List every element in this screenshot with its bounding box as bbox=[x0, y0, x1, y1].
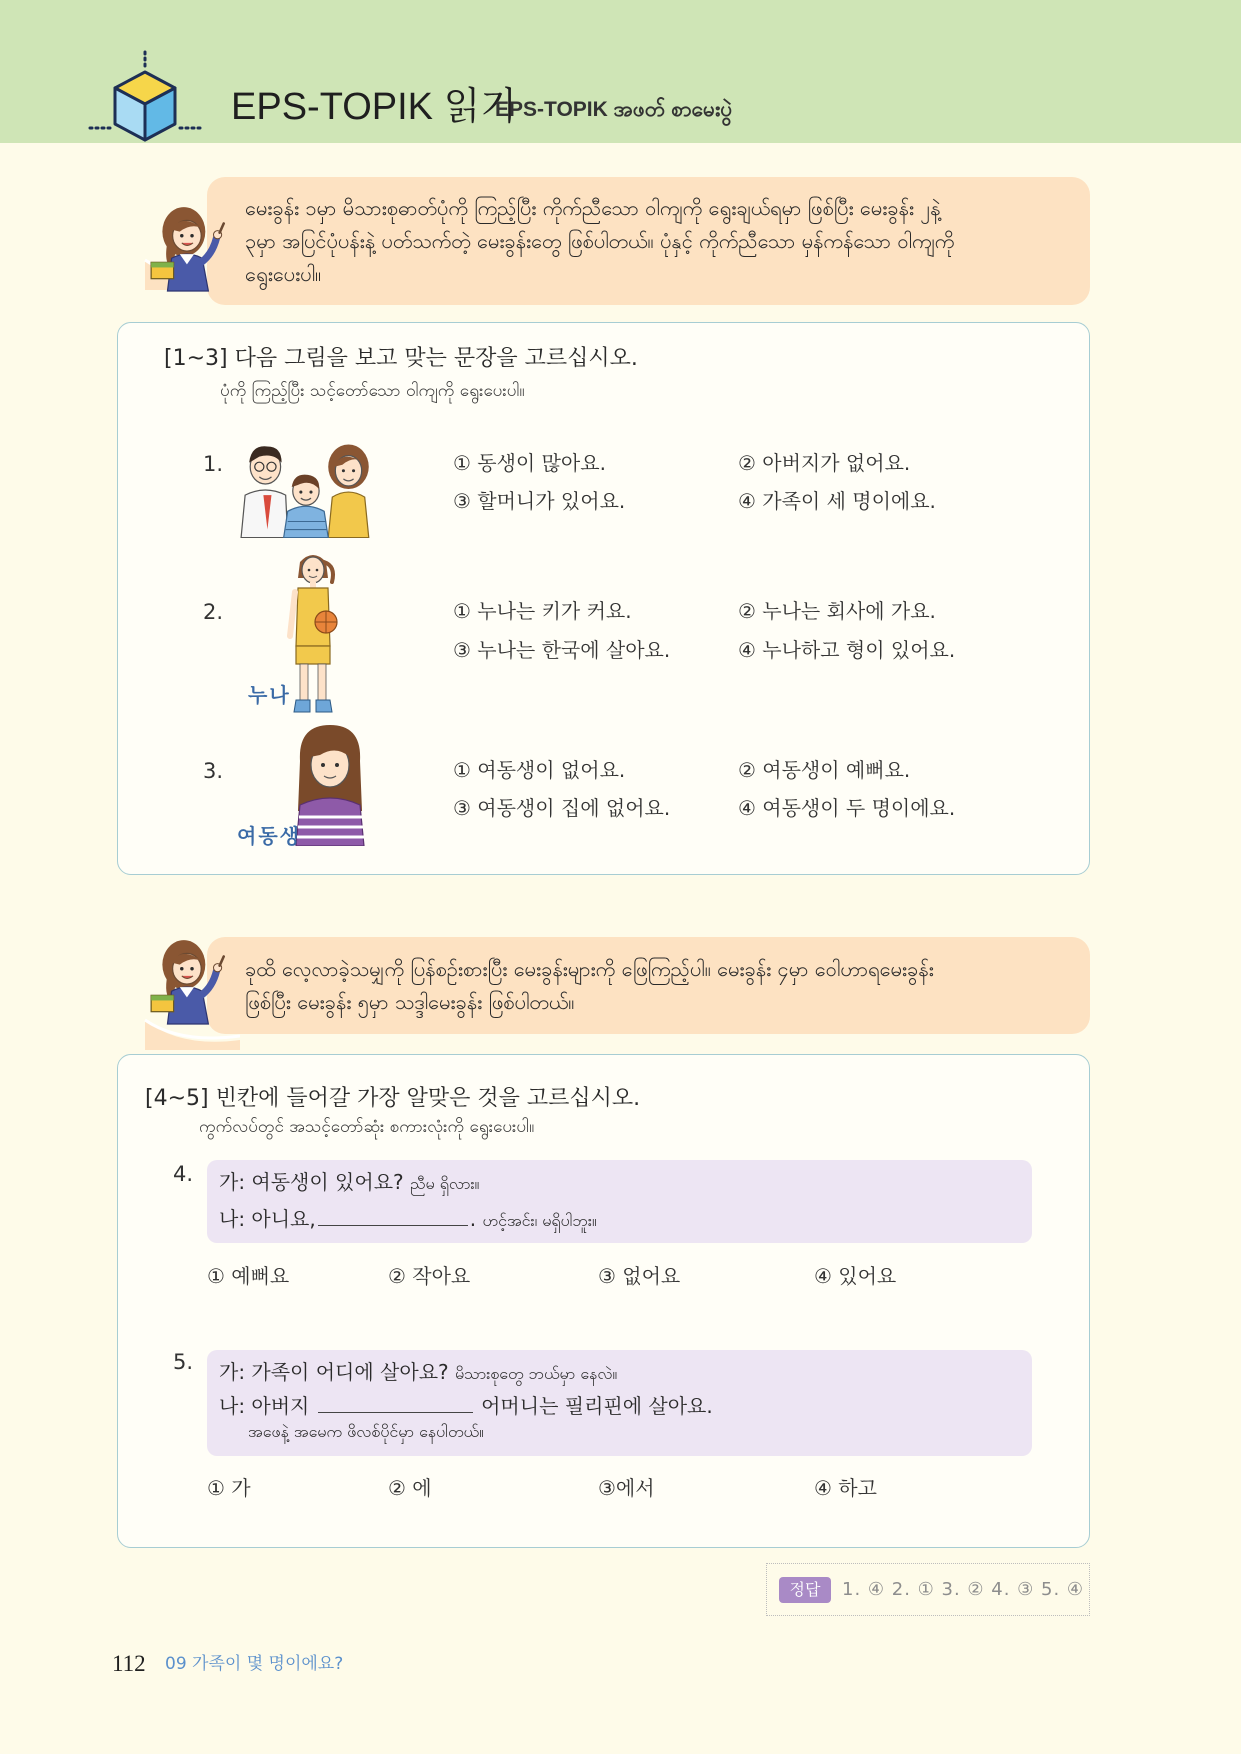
question-number: 2. bbox=[203, 600, 224, 624]
option: ② 에 bbox=[388, 1476, 432, 1500]
option: ④ 여동생이 두 명이에요. bbox=[738, 796, 956, 820]
speech-line: ရွေးပေးပါ။ bbox=[245, 262, 322, 286]
guide-speech-text bbox=[245, 192, 954, 291]
page-number: 112 bbox=[112, 1651, 146, 1676]
dialogue-line bbox=[219, 1393, 713, 1419]
answer-blank bbox=[318, 1207, 468, 1226]
page-title: EPS-TOPIK 읽기 bbox=[231, 86, 517, 128]
picture-label: 여동생 bbox=[237, 824, 301, 848]
option: ① 가 bbox=[207, 1476, 251, 1500]
option: ③ 여동생이 집에 없어요. bbox=[453, 796, 671, 820]
dialogue-line bbox=[219, 1206, 597, 1234]
picture-label: 누나 bbox=[248, 683, 291, 707]
teacher-icon bbox=[145, 201, 237, 293]
option: ④ 가족이 세 명이에요. bbox=[738, 489, 936, 513]
option: ① 누나는 키가 커요. bbox=[453, 599, 632, 623]
dialogue-korean: 가: 가족이 어디에 살아요? bbox=[219, 1360, 449, 1384]
option: ③에서 bbox=[598, 1476, 655, 1500]
question-number: 3. bbox=[203, 759, 224, 783]
question-number: 5. bbox=[173, 1350, 194, 1374]
chapter-title: 09 가족이 몇 명이에요? bbox=[165, 1654, 344, 1674]
speech-line: ၃မှာ အပြင်ပုံပန်းနဲ့ ပတ်သက်တဲ့ မေးခွန်းတွေ ဖြစ်ပါတယ်။ ပုံနှင့် ကိုက်ညီသော မှန်ကန်သော ဝါကျကို bbox=[245, 229, 955, 253]
dialogue-line bbox=[219, 1169, 479, 1197]
speech-line: ခုထိ လေ့လာခဲ့သမျှကို ပြန်စဉ်းစားပြီး မေးခွန်းများကို ဖြေကြည့်ပါ။ မေးခွန်း ၄မှာ ဝေါဟာရမေးခွန်း bbox=[245, 957, 934, 981]
page-subtitle: EPS-TOPIK အဖတ် စာမေးပွဲ bbox=[495, 98, 733, 121]
dialogue-korean: 나: 아니요, bbox=[219, 1207, 316, 1231]
option: ① 동생이 많아요. bbox=[453, 451, 606, 475]
dialogue-line bbox=[219, 1359, 617, 1387]
option: ④ 있어요 bbox=[814, 1264, 897, 1288]
teacher-icon bbox=[145, 934, 237, 1026]
option: ② 아버지가 없어요. bbox=[738, 451, 911, 475]
option: ③ 할머니가 있어요. bbox=[453, 489, 626, 513]
dialogue-korean: 나: 아버지 bbox=[219, 1394, 310, 1418]
option: ② 작아요 bbox=[388, 1264, 471, 1288]
option: ③ 없어요 bbox=[598, 1264, 681, 1288]
instruction-translation-4-5: ကွက်လပ်တွင် အသင့်တော်ဆုံး စကားလုံးကို ရွေးပေးပါ။ bbox=[199, 1117, 535, 1137]
option: ② 누나는 회사에 가요. bbox=[738, 599, 936, 623]
dialogue-translation: ဟင့်အင်း၊ မရှိပါဘူး။ bbox=[482, 1211, 597, 1230]
answer-key-badge: 정답 bbox=[779, 1577, 831, 1603]
instruction-4-5: [4~5] 빈칸에 들어갈 가장 알맞은 것을 고르십시오. bbox=[145, 1086, 641, 1111]
instruction-1-3: [1~3] 다음 그림을 보고 맞는 문장을 고르십시오. bbox=[164, 346, 638, 371]
dialogue-translation: အဖေနဲ့ အမေက ဖိလစ်ပိုင်မှာ နေပါတယ်။ bbox=[248, 1422, 484, 1441]
option: ① 여동생이 없어요. bbox=[453, 758, 626, 782]
dialogue-translation: ညီမ ရှိလား။ bbox=[410, 1174, 480, 1193]
dialogue-translation: မိသားစုတွေ ဘယ်မှာ နေလဲ။ bbox=[455, 1364, 618, 1383]
younger-sister-picture bbox=[290, 721, 370, 846]
answer-blank bbox=[318, 1394, 473, 1413]
answer-key-text: 1. ④ 2. ① 3. ② 4. ③ 5. ④ bbox=[842, 1579, 1085, 1600]
option: ② 여동생이 예뻐요. bbox=[738, 758, 911, 782]
guide-speech-text bbox=[245, 953, 934, 1019]
dialogue-korean: . bbox=[469, 1207, 477, 1231]
speech-line: မေးခွန်း ၁မှာ မိသားစုဓာတ်ပုံကို ကြည့်ပြီး ကိုက်ညီသော ဝါကျကို ရွေးချယ်ရမှာ ဖြစ်ပြီး မေးခွန်း ၂နဲ့ bbox=[245, 196, 941, 220]
dialogue-korean: 어머니는 필리핀에 살아요. bbox=[481, 1394, 713, 1418]
instruction-translation-1-3: ပုံကို ကြည့်ပြီး သင့်တော်သော ဝါကျကို ရွေးပေးပါ။ bbox=[220, 381, 525, 401]
family-picture bbox=[235, 436, 387, 538]
option: ③ 누나는 한국에 살아요. bbox=[453, 638, 671, 662]
option: ④ 하고 bbox=[814, 1476, 877, 1500]
question-number: 1. bbox=[203, 452, 224, 476]
dialogue-korean: 가: 여동생이 있어요? bbox=[219, 1170, 404, 1194]
option: ① 예뻐요 bbox=[207, 1264, 290, 1288]
cube-icon bbox=[88, 50, 208, 145]
speech-line: ဖြစ်ပြီး မေးခွန်း ၅မှာ သဒ္ဒါမေးခွန်း ဖြစ်ပါတယ်။ bbox=[245, 990, 575, 1014]
question-number: 4. bbox=[173, 1162, 194, 1186]
option: ④ 누나하고 형이 있어요. bbox=[738, 638, 956, 662]
